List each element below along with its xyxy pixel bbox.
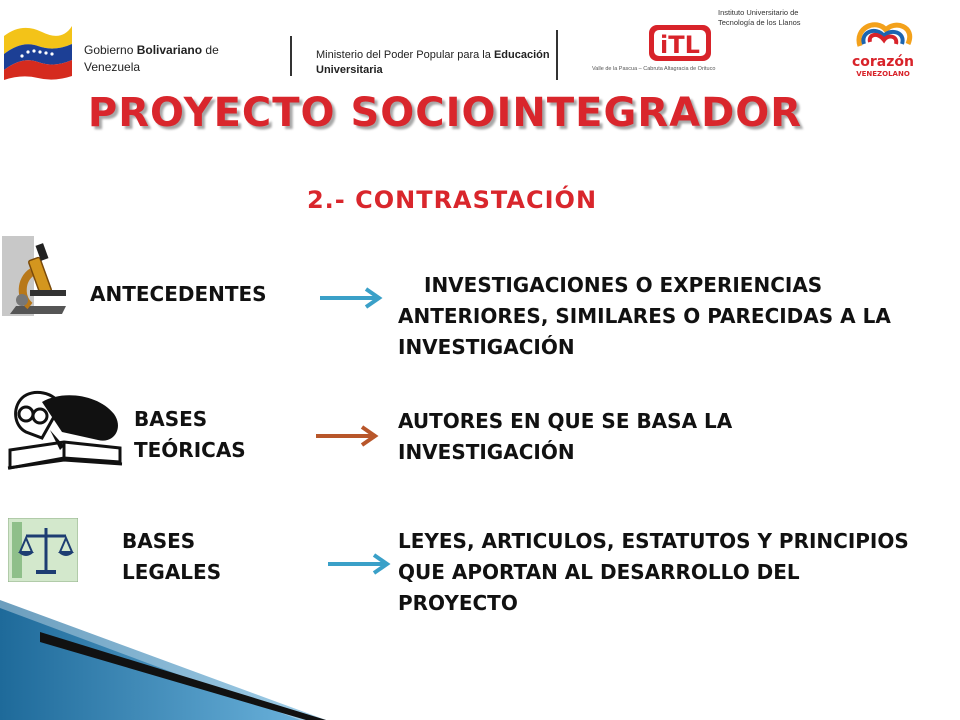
gobierno-bolivariano-text: Gobierno Bolivariano de Venezuela (84, 43, 219, 74)
bases-legales-label: BASES LEGALES (122, 529, 222, 584)
microscope-icon (2, 236, 74, 318)
header-separator (290, 36, 292, 76)
iut-logo-text: iTL (660, 31, 700, 59)
venezuela-flag-icon (2, 18, 74, 80)
scales-of-justice-icon (8, 518, 78, 582)
ministerio-text: Ministerio del Poder Popular para la Educación Universitaria (316, 49, 550, 76)
corazon-logo-sub: VENEZOLANO (856, 70, 910, 78)
arrow-icon (318, 286, 384, 310)
page-title: PROYECTO SOCIOINTEGRADOR (87, 90, 803, 136)
bases-teoricas-description: AUTORES EN QUE SE BASA LA INVESTIGACIÓN (398, 409, 733, 464)
decorative-corner-icon (0, 590, 330, 720)
valle-text: Valle de la Pascua – Cabruta Altagracia de Orituco (592, 66, 716, 72)
arrow-icon (314, 424, 380, 448)
corazon-venezolano-logo-icon (846, 18, 920, 80)
antecedentes-label: ANTECEDENTES (90, 282, 267, 306)
bases-legales-description: LEYES, ARTICULOS, ESTATUTOS Y PRINCIPIOS QUE APORTAN AL DESARROLLO DEL PROYECTO (398, 529, 909, 615)
header-separator (556, 30, 558, 80)
bases-teoricas-label: BASES TEÓRICAS (134, 407, 246, 462)
iut-logo-icon (648, 24, 712, 62)
instituto-text: Instituto Universitario de Tecnología de los Llanos (718, 8, 801, 27)
antecedentes-description: INVESTIGACIONES O EXPERIENCIAS ANTERIORES, SIMILARES O PARECIDAS A LA INVESTIGACIÓN (398, 273, 891, 359)
corazon-logo-text: corazón (851, 54, 915, 70)
section-subtitle: 2.- CONTRASTACIÓN (306, 186, 598, 214)
reading-person-icon (2, 388, 130, 480)
arrow-icon (326, 552, 392, 576)
